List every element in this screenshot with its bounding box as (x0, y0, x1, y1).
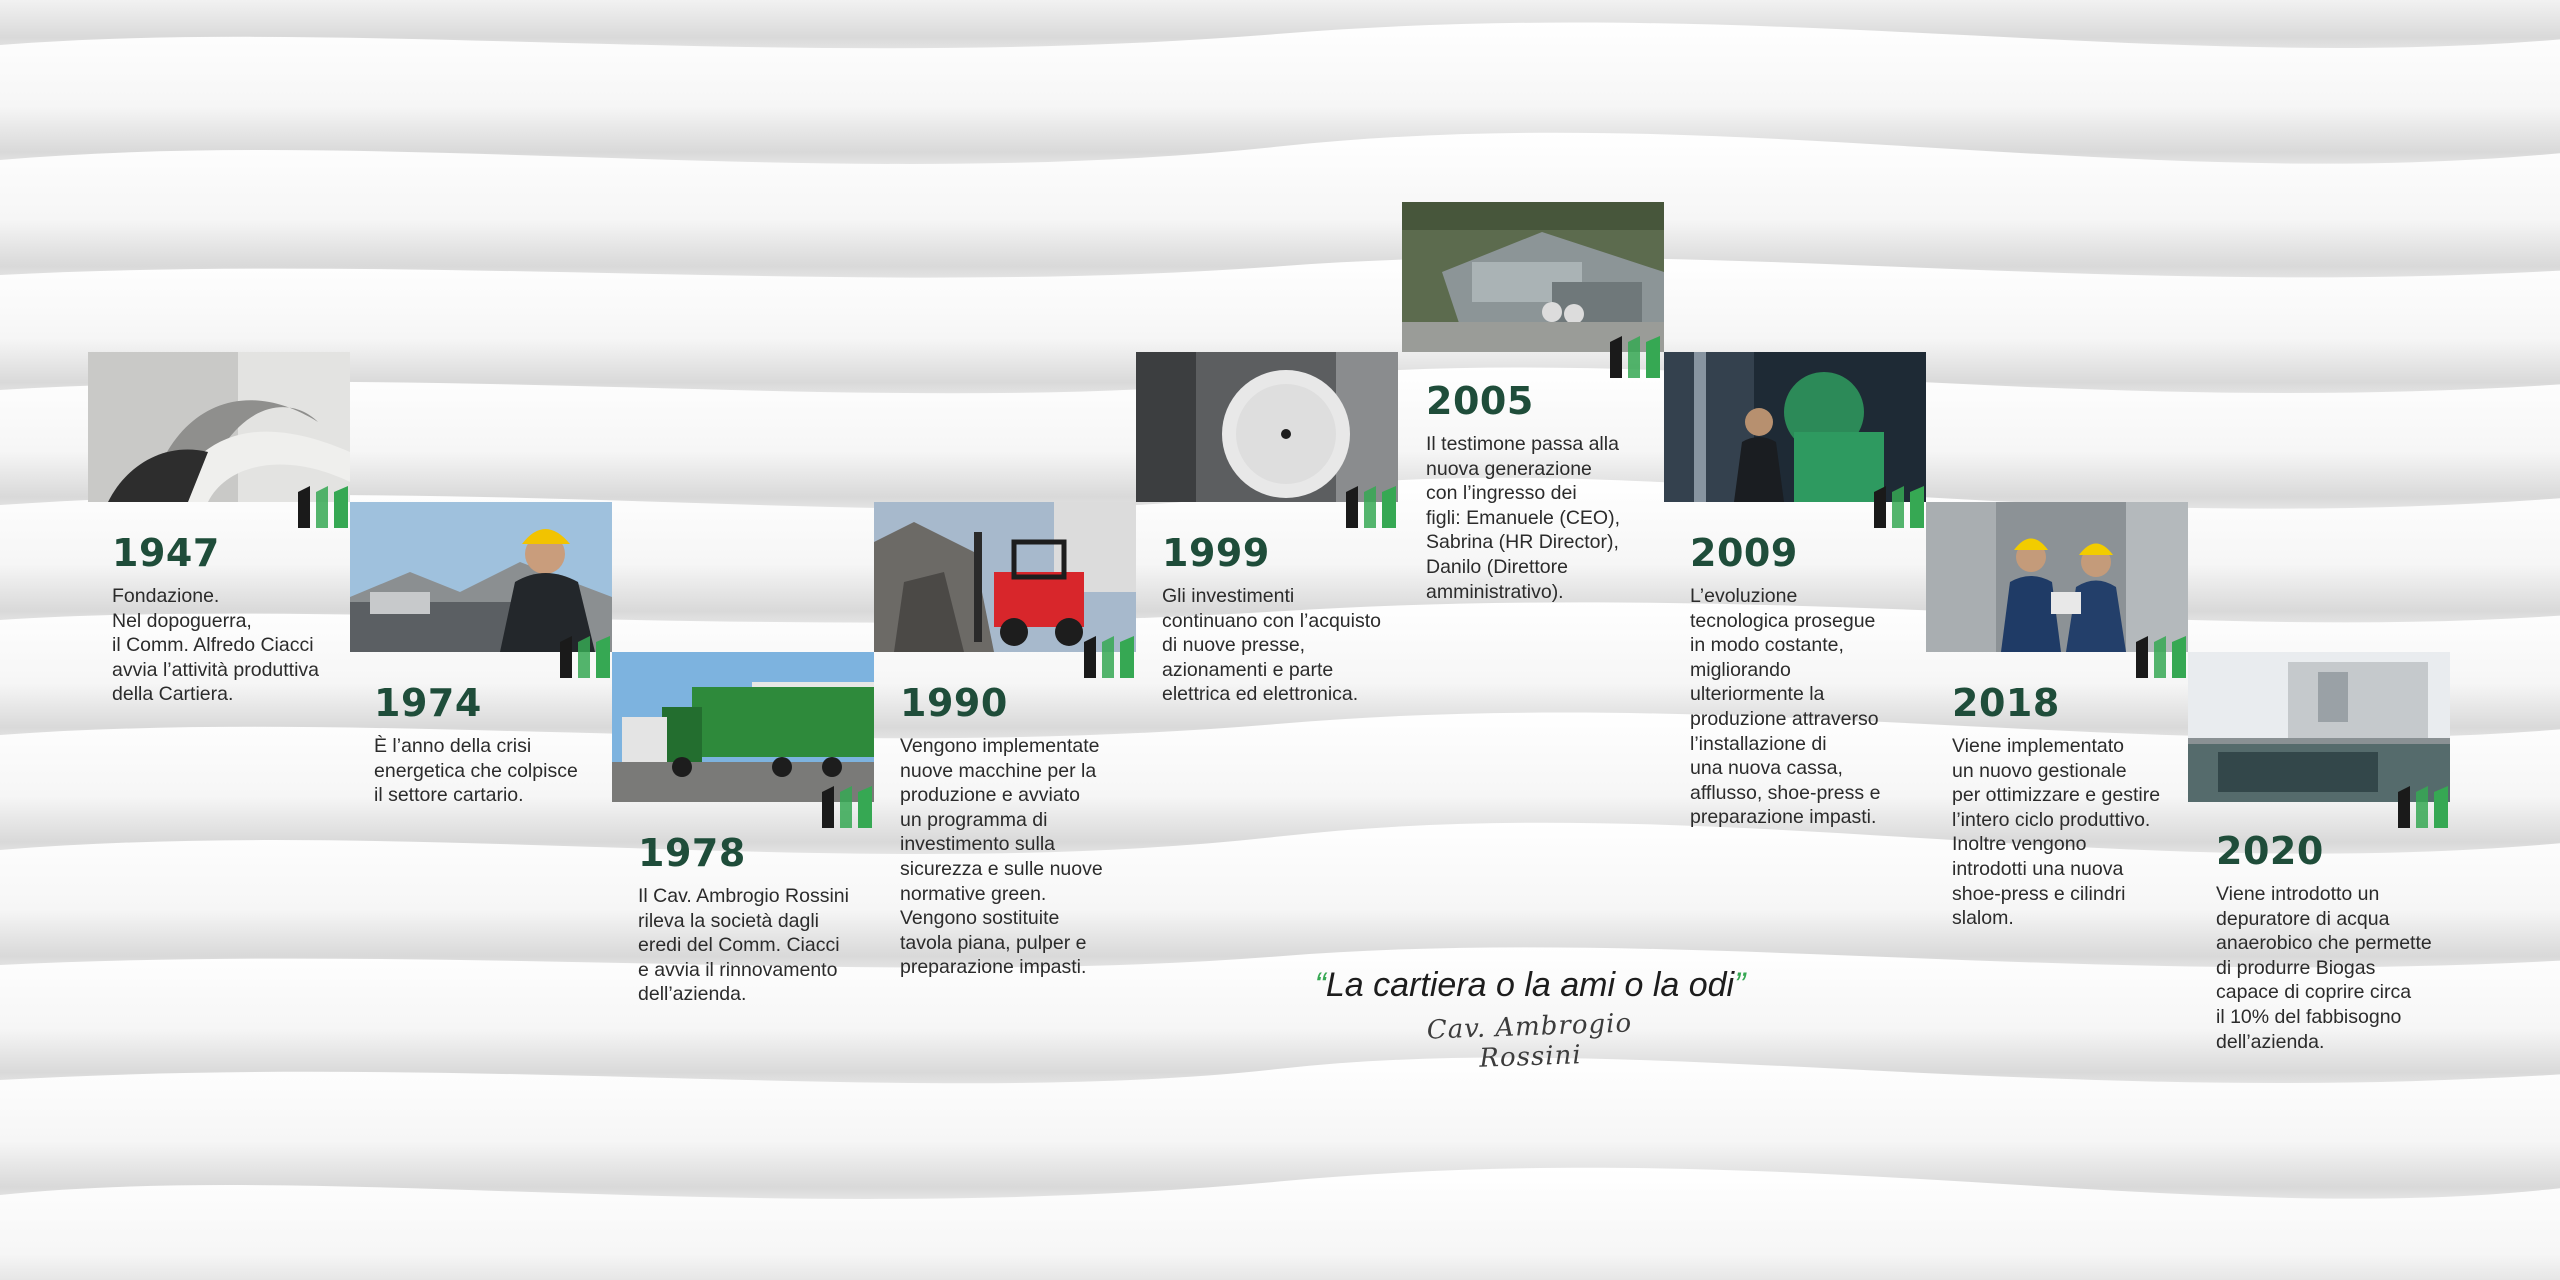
brand-logo-icon (1868, 482, 1930, 528)
timeline-year-1990: 1990 (900, 681, 1008, 725)
worker-hard-hat-photo (350, 502, 612, 652)
brand-logo-icon (1604, 332, 1666, 378)
timeline-description-1974: È l’anno della crisi energetica che colpisce il settore cartario. (374, 735, 578, 807)
timeline-description-1999: Gli investimenti continuano con l’acquisto di nuove presse, azionamenti e parte elettrica ed elettronica. (1162, 585, 1381, 706)
paper-reel-machine-photo (1136, 352, 1398, 502)
founder-signature: Cav. Ambrogio Rossini (1426, 1008, 1633, 1074)
engineers-tablet-photo (1926, 502, 2188, 652)
brand-logo-icon (2130, 632, 2192, 678)
quote-text: La cartiera o la ami o la odi (1325, 966, 1735, 1004)
timeline-description-2005: Il testimone passa alla nuova generazione con l’ingresso dei figli: Emanuele (CEO), Sabrina (HR Director), Danilo (Direttore amministrativo). (1426, 433, 1620, 603)
brand-logo-icon (1078, 632, 1140, 678)
timeline-description-1990: Vengono implementate nuove macchine per la produzione e avviato un programma di investimento sulla sicurezza e sulle nuove normative green. Vengono sostituite tavola piana, pulper e preparazione impasti. (900, 735, 1103, 979)
brand-logo-icon (1340, 482, 1402, 528)
timeline-description-2020: Viene introdotto un depuratore di acqua anaerobico che permette di produrre Biogas capace di coprire circa il 10% del fabbisogno dell’azienda. (2216, 883, 2432, 1053)
timeline-year-1999: 1999 (1162, 531, 1270, 575)
timeline-year-1978: 1978 (638, 831, 746, 875)
timeline-year-2020: 2020 (2216, 829, 2324, 873)
quote-open-mark: “ (1314, 966, 1326, 1004)
timeline-year-2009: 2009 (1690, 531, 1798, 575)
water-purifier-photo (2188, 652, 2450, 802)
timeline-description-1947: Fondazione. Nel dopoguerra, il Comm. Alfredo Ciacci avvia l’attività produttiva della Cartiera. (112, 585, 320, 706)
brand-logo-icon (816, 782, 878, 828)
timeline-description-2018: Viene implementato un nuovo gestionale per ottimizzare e gestire l’intero ciclo produttivo. Inoltre vengono introdotti una nuova shoe-press e cilindri slalom. (1952, 735, 2161, 930)
founder-quote (1300, 966, 1760, 1005)
factory-aerial-photo (1402, 202, 1664, 352)
timeline-year-1947: 1947 (112, 531, 220, 575)
timeline-description-2009: L’evoluzione tecnologica prosegue in modo costante, migliorando ulteriormente la produzione attraverso l’installazione di una nuova cassa, afflusso, shoe-press e preparazione impasti. (1690, 585, 1881, 829)
green-machinery-worker-photo (1664, 352, 1926, 502)
timeline-year-2018: 2018 (1952, 681, 2060, 725)
timeline-description-1978: Il Cav. Ambrogio Rossini rileva la società dagli eredi del Comm. Ciacci e avvia il rinnovamento dell’azienda. (638, 885, 849, 1006)
green-trucks-photo (612, 652, 874, 802)
brand-logo-icon (554, 632, 616, 678)
quote-close-mark: ” (1734, 966, 1746, 1004)
timeline-year-1974: 1974 (374, 681, 482, 725)
timeline-year-2005: 2005 (1426, 379, 1534, 423)
brand-logo-icon (2392, 782, 2454, 828)
forklift-recycling-photo (874, 502, 1136, 652)
brand-logo-icon (292, 482, 354, 528)
paper-roll-closeup-photo (88, 352, 350, 502)
